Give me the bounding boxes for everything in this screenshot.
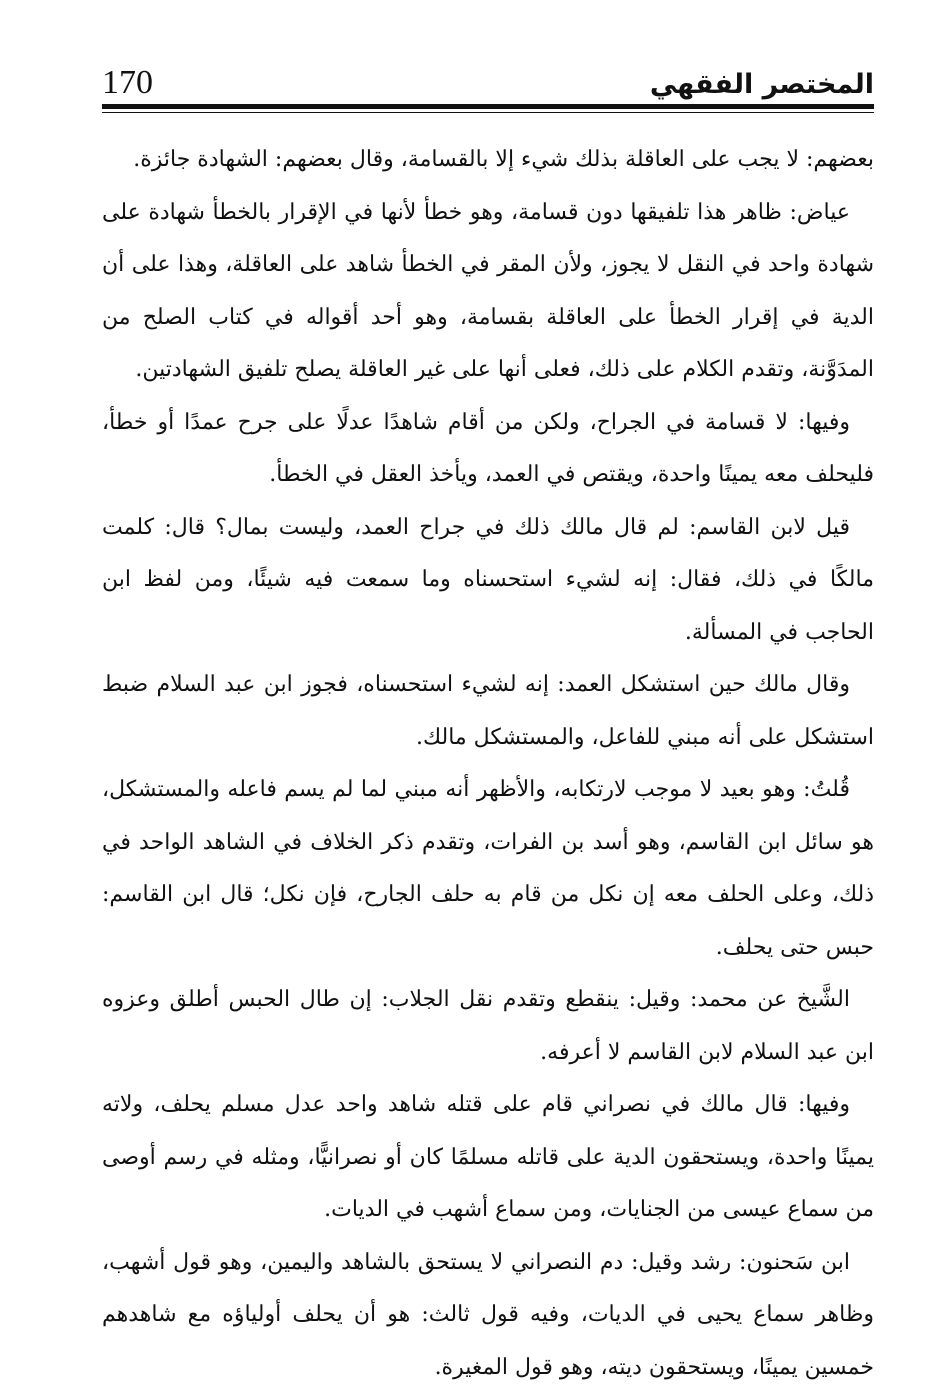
paragraph: قُلتُ: وهو بعيد لا موجب لارتكابه، والأظهر أنه مبني لما لم يسم فاعله والمستشكل، هو سائل ابن القاسم، وهو أسد بن الفرات، وتقدم ذكر الخلاف في الشاهد الواحد في ذلك، وعلى الحلف معه إن نكل من قام به حلف الجارح، فإن نكل؛ قال ابن القاسم: حبس حتى يحلف.	[102, 764, 874, 974]
paragraph: وفيها: لا قسامة في الجراح، ولكن من أقام شاهدًا عدلًا على جرح عمدًا أو خطأ، فليحلف معه يمينًا واحدة، ويقتص في العمد، ويأخذ العقل في الخطأ.	[102, 397, 874, 502]
paragraph: عياض: ظاهر هذا تلفيقها دون قسامة، وهو خطأ لأنها في الإقرار بالخطأ شهادة على شهادة واحد في النقل لا يجوز، ولأن المقر في الخطأ شاهد على العاقلة، وهذا على أن الدية في إقرار الخطأ على العاقلة بقسامة، وهو أحد أقواله في كتاب الصلح من المدَوَّنة، وتقدم الكلام على ذلك، فعلى أنها على غير العاقلة يصلح تلفيق الشهادتين.	[102, 187, 874, 397]
paragraph: ابن سَحنون: رشد وقيل: دم النصراني لا يستحق بالشاهد واليمين، وهو قول أشهب، وظاهر سماع يحيى في الديات، وفيه قول ثالث: هو أن يحلف أولياؤه مع شاهدهم خمسين يمينًا، ويستحقون ديته، وهو قول المغيرة.	[102, 1237, 874, 1394]
header-rule-thin	[102, 112, 874, 113]
page-header	[102, 56, 874, 102]
paragraph: بعضهم: لا يجب على العاقلة بذلك شيء إلا بالقسامة، وقال بعضهم: الشهادة جائزة.	[102, 134, 874, 187]
paragraph: وقال مالك حين استشكل العمد: إنه لشيء استحسناه، فجوز ابن عبد السلام ضبط استشكل على أنه مبني للفاعل، والمستشكل مالك.	[102, 659, 874, 764]
paragraph: الشَّيخ عن محمد: وقيل: ينقطع وتقدم نقل الجلاب: إن طال الحبس أطلق وعزوه ابن عبد السلام لابن القاسم لا أعرفه.	[102, 974, 874, 1079]
page-number: 170	[102, 64, 153, 102]
book-title: المختصر الفقهي	[650, 68, 874, 102]
header-rule-thick	[102, 104, 874, 109]
body-text	[102, 134, 874, 1394]
paragraph: قيل لابن القاسم: لم قال مالك ذلك في جراح العمد، وليست بمال؟ قال: كلمت مالكًا في ذلك، فقال: إنه لشيء استحسناه وما سمعت فيه شيئًا، ومن لفظ ابن الحاجب في المسألة.	[102, 502, 874, 660]
paragraph: وفيها: قال مالك في نصراني قام على قتله شاهد واحد عدل مسلم يحلف، ولاته يمينًا واحدة، ويستحقون الدية على قاتله مسلمًا كان أو نصرانيًّا، ومثله في رسم أوصى من سماع عيسى من الجنايات، ومن سماع أشهب في الديات.	[102, 1079, 874, 1237]
